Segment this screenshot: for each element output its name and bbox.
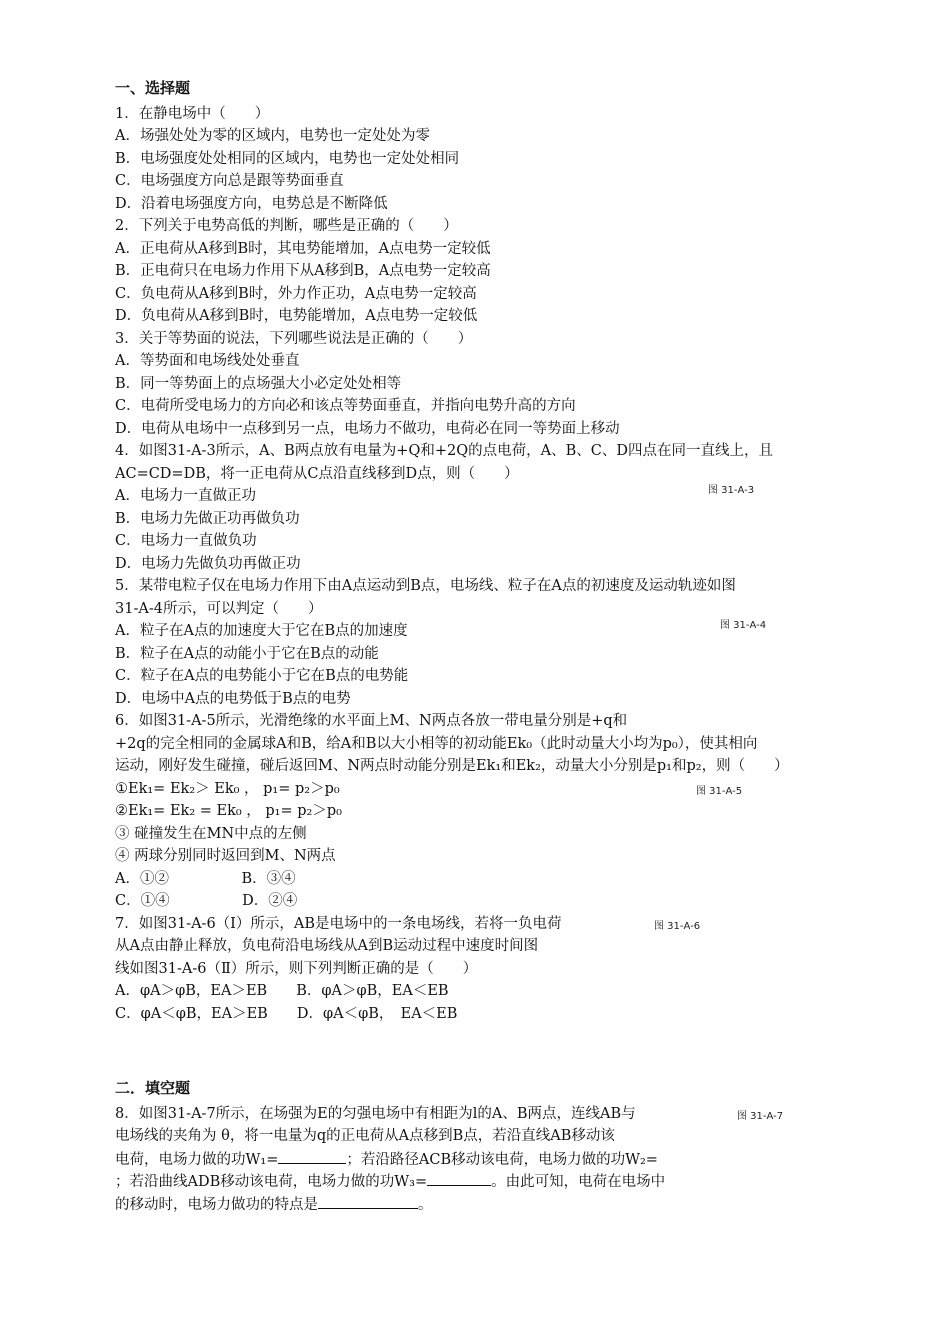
q6-stem-line2: +2q的完全相同的金属球A和B，给A和B以大小相等的初动能Ek₀（此时动量大小均为p₀），使其相向 [115,736,758,752]
q4-option-d: D．电场力先做负功再做正功 [115,556,301,572]
q8-stem-line4 [115,1170,665,1193]
q7-stem-line3: 线如图31-A-6（Ⅱ）所示，则下列判断正确的是（ ） [115,961,478,977]
q8-stem-line2: 电场线的夹角为 θ，将一电量为q的正电荷从A点移到B点，若沿直线AB移动该 [115,1128,615,1144]
q8-line3-text-b: ；若沿路径ACB移动该电荷，电场力做的功W₂= [346,1152,658,1168]
q6-stem-line1: 6．如图31-A-5所示，光滑绝缘的水平面上M、N两点各放一带电量分别是+q和 [115,713,628,729]
q1-option-c: C．电场强度方向总是跟等势面垂直 [115,173,344,189]
q8-line3-text-a: 电荷，电场力做的功W₁= [115,1152,279,1168]
q6-statement-1: ①Ek₁= Ek₂＞ Ek₀ ， p₁= p₂＞p₀ [115,781,340,797]
figure-caption-31-a-5: 图 31-A-5 [696,786,743,797]
q4-option-b: B．电场力先做正功再做负功 [115,511,300,527]
q4-option-c: C．电场力一直做负功 [115,533,257,549]
answer-blank-w3[interactable] [427,1170,491,1186]
q4-option-a: A．电场力一直做正功 [115,488,256,504]
q5-stem-line2: 31-A-4所示，可以判定（ ） [115,601,323,617]
q3-option-b: B．同一等势面上的点场强大小必定处处相等 [115,376,402,392]
q6-options-cd: C．①④ D．②④ [115,893,298,909]
q6-statement-2: ②Ek₁= Ek₂ = Ek₀ ， p₁= p₂＞p₀ [115,803,342,819]
q8-line5-text-b: 。 [418,1197,433,1213]
figure-caption-31-a-4: 图 31-A-4 [720,620,767,631]
figure-caption-31-a-3: 图 31-A-3 [708,485,755,496]
q4-stem-line1: 4．如图31-A-3所示，A、B两点放有电量为+Q和+2Q的点电荷，A、B、C、D四点在同一直线上，且 [115,443,773,459]
q8-line5-text-a: 的移动时，电场力做功的特点是 [115,1197,318,1213]
q3-stem: 3．关于等势面的说法，下列哪些说法是正确的（ ） [115,331,473,347]
q6-options-ab: A．①② B．③④ [115,871,296,887]
q8-stem-line5 [115,1193,433,1216]
q1-option-a: A．场强处处为零的区域内，电势也一定处处为零 [115,128,430,144]
section-heading-choice: 一、选择题 [115,79,191,97]
q6-statement-3: ③ 碰撞发生在MN中点的左侧 [115,826,307,842]
answer-blank-feature[interactable] [318,1193,418,1209]
q4-stem-line2: AC=CD=DB，将一正电荷从C点沿直线移到D点，则（ ） [115,466,519,482]
q1-stem: 1．在静电场中（ ） [115,106,270,122]
q6-stem-line3: 运动，刚好发生碰撞，碰后返回M、N两点时动能分别是Ek₁和Ek₂，动量大小分别是p₁和p₂，则（ ） [115,758,789,774]
q1-option-b: B．电场强度处处相同的区域内，电势也一定处处相同 [115,151,460,167]
q5-stem-line1: 5．某带电粒子仅在电场力作用下由A点运动到B点，电场线、粒子在A点的初速度及运动轨迹如图 [115,578,736,594]
q2-option-b: B．正电荷只在电场力作用下从A移到B，A点电势一定较高 [115,263,491,279]
figure-caption-31-a-7: 图 31-A-7 [737,1111,784,1122]
answer-blank-w1[interactable] [278,1148,346,1164]
section-heading-fill: 二．填空题 [115,1079,191,1097]
q5-option-c: C．粒子在A点的电势能小于它在B点的电势能 [115,668,409,684]
q7-options-ab: A．φA＞φB，EA＞EB B．φA＞φB，EA＜EB [115,983,449,999]
q3-option-a: A．等势面和电场线处处垂直 [115,353,300,369]
q2-option-a: A．正电荷从A移到B时，其电势能增加，A点电势一定较低 [115,241,491,257]
q5-option-d: D．电场中A点的电势低于B点的电势 [115,691,351,707]
q2-option-d: D．负电荷从A移到B时，电势能增加，A点电势一定较低 [115,308,478,324]
q6-statement-4: ④ 两球分别同时返回到M、N两点 [115,848,336,864]
q2-stem: 2．下列关于电势高低的判断，哪些是正确的（ ） [115,218,458,234]
q8-stem-line1: 8．如图31-A-7所示，在场强为E的匀强电场中有相距为l的A、B两点，连线AB与 [115,1106,636,1122]
q8-line4-text-a: ；若沿曲线ADB移动该电荷，电场力做的功W₃= [115,1174,428,1190]
q3-option-c: C．电荷所受电场力的方向必和该点等势面垂直，并指向电势升高的方向 [115,398,576,414]
q7-stem-line1: 7．如图31-A-6（Ⅰ）所示，AB是电场中的一条电场线，若将一负电荷 [115,916,562,932]
figure-caption-31-a-6: 图 31-A-6 [654,921,701,932]
q7-stem-line2: 从A点由静止释放，负电荷沿电场线从A到B运动过程中速度时间图 [115,938,539,954]
q3-option-d: D．电荷从电场中一点移到另一点，电场力不做功，电荷必在同一等势面上移动 [115,421,620,437]
q8-line4-text-b: 。由此可知，电荷在电场中 [491,1174,666,1190]
q7-options-cd: C．φA＜φB，EA＞EB D．φA＜φB， EA＜EB [115,1006,458,1022]
q2-option-c: C．负电荷从A移到B时，外力作正功，A点电势一定较高 [115,286,477,302]
q5-option-a: A．粒子在A点的加速度大于它在B点的加速度 [115,623,408,639]
q8-stem-line3 [115,1148,658,1171]
q5-option-b: B．粒子在A点的动能小于它在B点的动能 [115,646,379,662]
q1-option-d: D．沿着电场强度方向，电势总是不断降低 [115,196,388,212]
